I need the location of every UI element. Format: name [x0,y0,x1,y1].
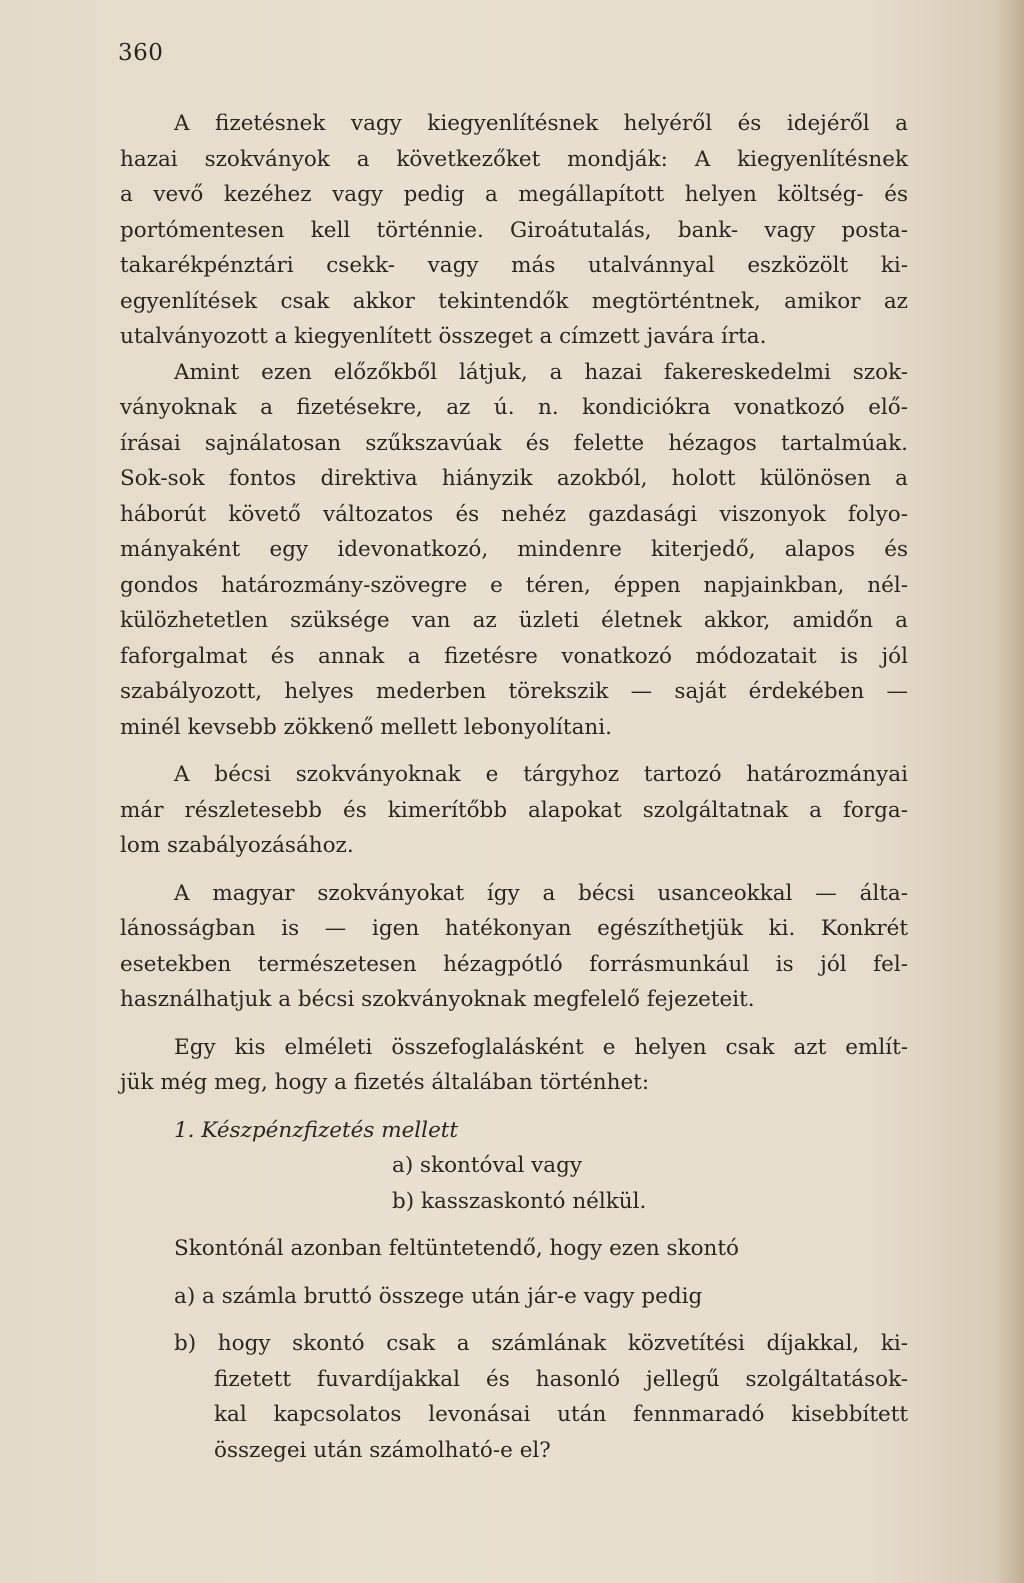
body-text [120,106,908,1468]
text-line: Sok-sok fontos direktiva hiányzik azokból, holott különösen a [120,466,908,491]
text-line: a vevő kezéhez vagy pedig a megállapított helyen költség- és [120,182,908,207]
text-line: használhatjuk a bécsi szokványoknak megfelelő fejezeteit. [120,987,755,1012]
text-line: faforgalmat és annak a fizetésre vonatkozó módozatait is jól [120,643,908,669]
text-line: Skontónál azonban feltüntetendő, hogy ezen skontó [174,1236,739,1261]
text-line: összegei után számolható-e el? [214,1437,551,1463]
text-line: külözhetetlen szüksége van az üzleti életnek akkor, amidőn a [120,608,908,633]
list-item: b) kasszaskontó nélkül. [392,1188,647,1214]
text-line: portómentesen kell történnie. Giroátutalás, bank- vagy posta- [120,217,908,243]
text-line: lom szabályozásához. [120,833,354,858]
text-line: már részletesebb és kimerítőbb alapokat szolgáltatnak a forga- [120,797,908,823]
text-line: takarékpénztári csekk- vagy más utalvánnyal eszközölt ki- [120,253,908,278]
list-item: b) hogy skontó csak a számlának közvetítési díjakkal, ki- [174,1331,908,1356]
text-line: ványoknak a fizetésekre, az ú. n. kondiciókra vonatkozó elő- [120,395,908,420]
page-number: 360 [118,40,164,66]
text-line: egyenlítések csak akkor tekintendők megtörténtnek, amikor az [120,288,908,314]
list-heading [120,1113,908,1149]
text-line: A fizetésnek vagy kiegyenlítésnek helyéről és idejéről a [174,111,908,136]
text-line: Egy kis elméleti összefoglalásként e helyen csak azt említ- [174,1034,908,1060]
text-line: A bécsi szokványoknak e tárgyhoz tartozó határozmányai [174,762,908,787]
text-line: szabályozott, helyes mederben törekszik — saját érdekében — [120,679,908,704]
text-line: hazai szokványok a következőket mondják: A kiegyenlítésnek [120,146,908,172]
list-item: a) skontóval vagy [392,1153,583,1178]
text-line: háborút követő változatos és nehéz gazdasági viszonyok folyo- [120,501,908,527]
text-line: jük még meg, hogy a fizetés általában történhet: [120,1070,650,1095]
text-line: A magyar szokványokat így a bécsi usanceokkal — álta- [174,880,908,906]
text-line: mányaként egy idevonatkozó, mindenre kiterjedő, alapos és [120,537,908,562]
text-line: kal kapcsolatos levonásai után fennmaradó kisebbített [214,1402,908,1427]
text-line: lánosságban is — igen hatékonyan egészíthetjük ki. Konkrét [120,916,908,941]
text-line: utalványozott a kiegyenlített összeget a címzett javára írta. [120,324,767,349]
text-line: esetekben természetesen hézagpótló forrásmunkául is jól fel- [120,951,908,977]
text-line: írásai sajnálatosan szűkszavúak és felette hézagos tartalmúak. [120,430,908,456]
text-line: Amint ezen előzőkből látjuk, a hazai fakereskedelmi szok- [174,359,908,385]
text-line: gondos határozmány-szövegre e téren, éppen napjainkban, nél- [120,572,908,598]
text-line: minél kevsebb zökkenő mellett lebonyolítani. [120,714,612,740]
list-heading-text: 1. Készpénzfizetés mellett [174,1117,459,1143]
text-line: fizetett fuvardíjakkal és hasonló jellegű szolgáltatások- [214,1366,908,1392]
list-item: a) a számla bruttó összege után jár-e vagy pedig [174,1283,703,1309]
